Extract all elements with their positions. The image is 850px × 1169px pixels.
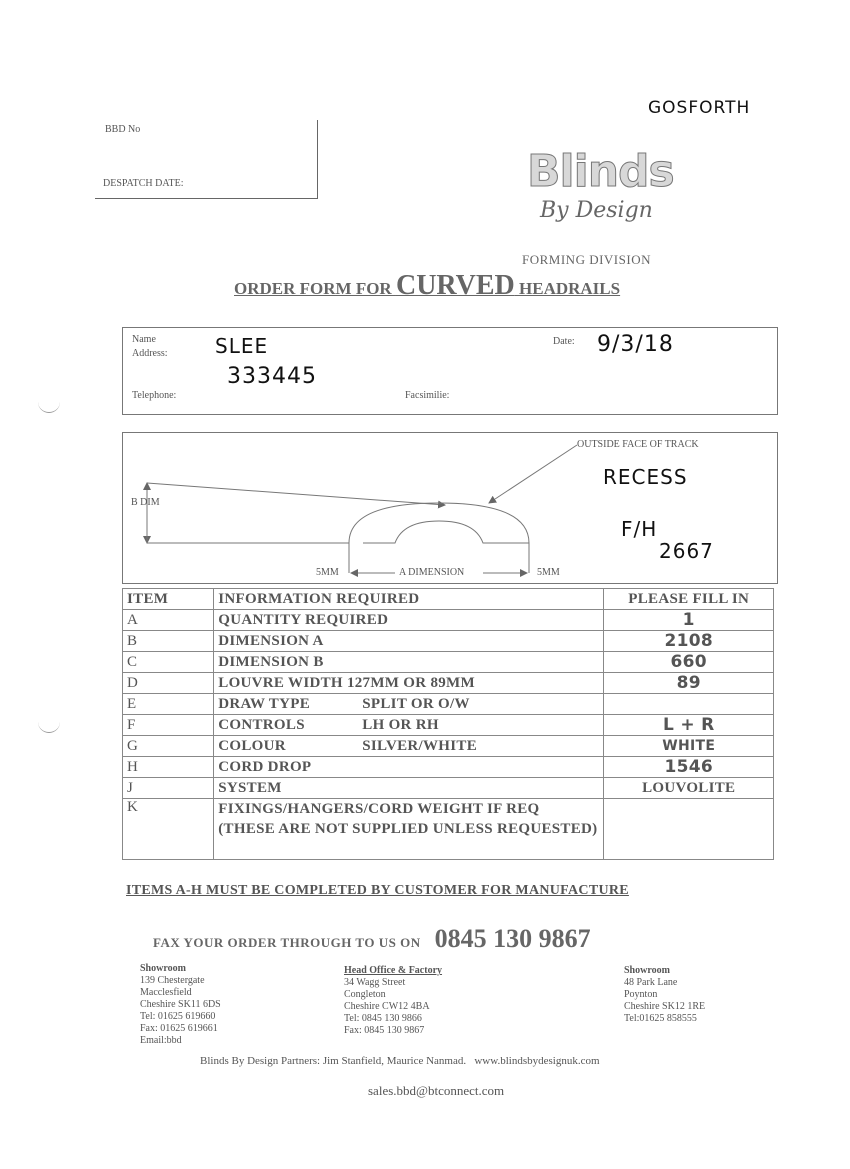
address-line: Tel: 0845 130 9866	[344, 1013, 422, 1024]
track-outer	[349, 503, 529, 573]
row-item: F	[123, 715, 214, 736]
order-table	[122, 588, 774, 860]
head-office-address	[344, 965, 442, 1037]
outside-face-label: OUTSIDE FACE OF TRACK	[577, 439, 699, 450]
header-item: ITEM	[123, 589, 214, 610]
address-line: Congleton	[344, 989, 386, 1000]
row-item: D	[123, 673, 214, 694]
row-info: SYSTEM	[214, 778, 604, 799]
row-item: C	[123, 652, 214, 673]
despatch-date-label: DESPATCH DATE:	[103, 178, 184, 189]
fax-number: 0845 130 9867	[434, 924, 591, 953]
row-info: DIMENSION B	[214, 652, 604, 673]
handwritten-location: GOSFORTH	[648, 98, 751, 118]
row-fill[interactable]: L + R	[604, 715, 774, 736]
facsimile-label: Facsimilie:	[405, 390, 450, 401]
table-header-row	[123, 589, 774, 610]
header-info: INFORMATION REQUIRED	[214, 589, 604, 610]
row-info-cell	[214, 673, 604, 694]
row-fill[interactable]	[604, 799, 774, 860]
left-mm-label: 5MM	[316, 567, 339, 578]
recess-note: RECESS	[603, 465, 688, 489]
title-part-2: CURVED	[395, 270, 515, 301]
table-row	[123, 799, 774, 860]
logo-by-design: By Design	[540, 198, 653, 223]
row-item: H	[123, 757, 214, 778]
address-line: Cheshire SK11 6DS	[140, 999, 221, 1010]
row-fill[interactable]: 1546	[604, 757, 774, 778]
fax-label: FAX YOUR ORDER THROUGH TO US ON	[153, 935, 421, 950]
address-line: Cheshire CW12 4BA	[344, 1001, 430, 1012]
outside-face-pointer	[489, 445, 577, 503]
address-line: Tel: 01625 619660	[140, 1011, 216, 1022]
row-sub: 127MM OR 89MM	[346, 674, 475, 691]
partners-line	[200, 1055, 600, 1067]
address-line: Email:bbd	[140, 1035, 182, 1046]
row-info: QUANTITY REQUIRED	[214, 610, 604, 631]
row-fill[interactable]: WHITE	[604, 736, 774, 757]
table-row	[123, 652, 774, 673]
row-fill[interactable]: 2108	[604, 631, 774, 652]
address-line: Poynton	[624, 989, 658, 1000]
row-fill[interactable]	[604, 694, 774, 715]
row-sub: SPLIT OR O/W	[362, 695, 470, 712]
row-fill[interactable]: 1	[604, 610, 774, 631]
row-item: B	[123, 631, 214, 652]
table-row	[123, 631, 774, 652]
row-info-cell	[214, 715, 604, 736]
name-label: Name	[132, 334, 156, 345]
email-link[interactable]: sales.bbd@btconnect.com	[368, 1083, 505, 1098]
table-row	[123, 610, 774, 631]
head-office-title: Head Office & Factory	[344, 965, 443, 976]
header-fill: PLEASE FILL IN	[604, 589, 774, 610]
row-fill[interactable]: LOUVOLITE	[604, 778, 774, 799]
showroom-2-title: Showroom	[624, 965, 670, 976]
must-complete-notice: ITEMS A-H MUST BE COMPLETED BY CUSTOMER FOR MANUFACTURE	[126, 883, 629, 898]
row-sub: LH OR RH	[362, 716, 439, 733]
address-line: Tel:01625 858555	[624, 1013, 697, 1024]
row-info: FIXINGS/HANGERS/CORD WEIGHT IF REQ (THESE ARE NOT SUPPLIED UNLESS REQUESTED)	[214, 799, 604, 860]
row-item: K	[123, 799, 214, 860]
customer-box	[122, 327, 778, 415]
fh-note: F/H	[621, 517, 658, 541]
row-item: A	[123, 610, 214, 631]
table-row	[123, 694, 774, 715]
title-part-1: ORDER FORM FOR	[234, 279, 396, 298]
headrail-diagram-box	[122, 432, 778, 584]
punch-hole-top	[38, 400, 60, 413]
row-info: LOUVRE WIDTH	[218, 674, 343, 691]
row-fill[interactable]: 89	[604, 673, 774, 694]
right-mm-label: 5MM	[537, 567, 560, 578]
row-info: COLOUR	[218, 737, 286, 754]
address-line: Fax: 01625 619661	[140, 1023, 218, 1034]
table-row	[123, 778, 774, 799]
bbd-no-label: BBD No	[105, 124, 141, 135]
partners-text: Blinds By Design Partners: Jim Stanfield, Maurice Nanmad.	[200, 1055, 467, 1067]
address-line: Macclesfield	[140, 987, 192, 998]
page-title	[234, 270, 620, 302]
address-line: Fax: 0845 130 9867	[344, 1025, 425, 1036]
address-label: Address:	[132, 348, 168, 359]
track-inner	[363, 521, 529, 543]
showroom-2-address	[624, 965, 705, 1025]
fax-line	[153, 924, 591, 954]
logo-blinds: Blinds	[527, 146, 674, 197]
table-row	[123, 757, 774, 778]
customer-name-value: SLEE	[215, 334, 269, 358]
row-item: J	[123, 778, 214, 799]
dimension-note: 2667	[659, 539, 714, 563]
table-row	[123, 673, 774, 694]
customer-address-value: 333445	[227, 364, 317, 389]
division-label: FORMING DIVISION	[522, 252, 651, 267]
showroom-1-address	[140, 963, 221, 1047]
website-link[interactable]: www.blindsbydesignuk.com	[474, 1055, 600, 1067]
row-info: CONTROLS	[218, 716, 305, 733]
row-fill[interactable]: 660	[604, 652, 774, 673]
table-row	[123, 736, 774, 757]
b-dim-top-line	[147, 483, 445, 505]
row-info: DRAW TYPE	[218, 695, 311, 712]
b-dim-label: B DIM	[131, 497, 160, 508]
showroom-1-title: Showroom	[140, 963, 186, 974]
row-info: CORD DROP	[214, 757, 604, 778]
date-label: Date:	[553, 336, 575, 347]
row-info: DIMENSION A	[214, 631, 604, 652]
bbd-box	[95, 120, 318, 199]
row-item: E	[123, 694, 214, 715]
telephone-label: Telephone:	[132, 390, 177, 401]
address-line: 139 Chestergate	[140, 975, 205, 986]
title-part-3: HEADRAILS	[514, 279, 621, 298]
row-sub: SILVER/WHITE	[362, 737, 478, 754]
punch-hole-bottom	[38, 720, 60, 733]
a-dim-label: A DIMENSION	[399, 567, 465, 578]
table-row	[123, 715, 774, 736]
address-line: 48 Park Lane	[624, 977, 678, 988]
date-value: 9/3/18	[597, 332, 674, 357]
row-item: G	[123, 736, 214, 757]
row-info-cell	[214, 736, 604, 757]
address-line: 34 Wagg Street	[344, 977, 406, 988]
address-line: Cheshire SK12 1RE	[624, 1001, 706, 1012]
row-info-cell	[214, 694, 604, 715]
